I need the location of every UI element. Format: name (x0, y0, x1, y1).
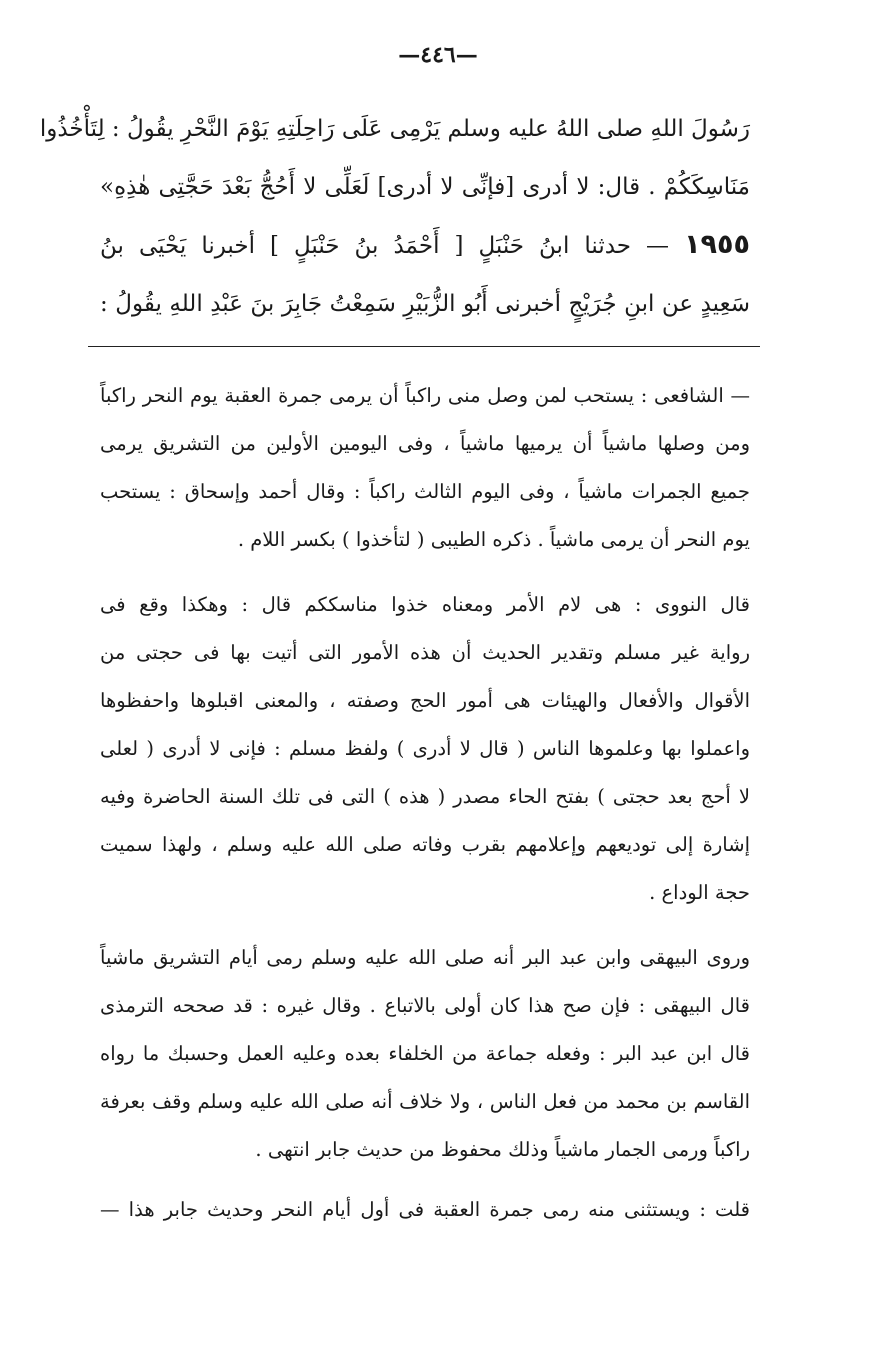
commentary-line: وروى البيهقى وابن عبد البر أنه صلى الله عليه وسلم رمى أيام التشريق ماشياً (100, 946, 750, 969)
commentary-line: يوم النحر أن يرمى ماشياً . ذكره الطيبى ( لتأخذوا ) بكسر اللام . (237, 528, 750, 551)
commentary-paragraph (100, 934, 750, 1174)
hadith-line: سَعِيدٍ عن ابنِ جُرَيْجٍ أخبرنى أَبُو الزُّبَيْرِ سَمِعْتُ جَابِرَ بنَ عَبْدِ اللهِ يقُولُ : (100, 291, 750, 317)
commentary-paragraph (100, 581, 750, 917)
commentary-line: جميع الجمرات ماشياً ، وفى اليوم الثالث راكباً : وقال أحمد وإسحاق : يستحب (100, 480, 750, 503)
hadith-line (100, 216, 750, 275)
hadith-line-text: — حدثنا ابنُ حَنْبَلٍ [ أَحْمَدُ بنُ حَنْبَلٍ ] أخبرنا يَحْيَى بنُ (100, 233, 670, 259)
commentary-line: قال النووى : هى لام الأمر ومعناه خذوا مناسككم قال : وهكذا وقع فى (100, 593, 750, 616)
commentary-line: راكباً ورمى الجمار ماشياً وذلك محفوظ من حديث جابر انتهى . (255, 1138, 750, 1161)
hadith-text (39, 100, 750, 333)
page-number: —٤٤٦— (398, 42, 478, 68)
commentary-line: واعملوا بها وعلموها الناس ( قال لا أدرى ) ولفظ مسلم : فإنى لا أدرى ( لعلى (100, 737, 750, 760)
commentary-line: رواية غير مسلم وتقدير الحديث أن هذه الأمور التى أتيت بها فى حجتى من (100, 641, 750, 664)
commentary-line: — الشافعى : يستحب لمن وصل منى راكباً أن يرمى جمرة العقبة يوم النحر راكباً (100, 384, 750, 407)
footnote-divider (88, 346, 760, 347)
commentary-line: الأقوال والأفعال والهيئات هى أمور الحج وصفته ، والمعنى اقبلوها واحفظوها (100, 689, 750, 712)
commentary-line: القاسم بن محمد من فعل الناس ، ولا خلاف أنه صلى الله عليه وسلم وقف بعرفة (100, 1090, 750, 1113)
commentary-line: قال ابن عبد البر : وفعله جماعة من الخلفاء بعده وعليه العمل وحسبك ما رواه (100, 1042, 750, 1065)
hadith-line: مَنَاسِكَكُمْ . قال: لا أدرى [فإنِّى لا أدرى] لَعَلِّى لا أَحُجُّ بَعْدَ حَجَّتِى هٰذِهِ» (100, 174, 750, 200)
commentary-paragraph (100, 1186, 750, 1234)
commentary-paragraph (100, 372, 750, 564)
commentary-line: قلت : ويستثنى منه رمى جمرة العقبة فى أول أيام النحر وحديث جابر هذا — (100, 1198, 750, 1221)
hadith-number: ١٩٥٥ (684, 229, 750, 260)
commentary-line: ومن وصلها ماشياً أن يرميها ماشياً ، وفى اليومين الأولين من التشريق يرمى (100, 432, 750, 455)
commentary-line: قال البيهقى : فإن صح هذا كان أولى بالاتباع . وقال غيره : قد صححه الترمذى (100, 994, 750, 1017)
commentary-line: إشارة إلى توديعهم وإعلامهم بقرب وفاته صلى الله عليه وسلم ، ولهذا سميت (100, 833, 750, 856)
commentary-line: حجة الوداع . (649, 881, 750, 904)
hadith-line: رَسُولَ اللهِ صلى اللهُ عليه وسلم يَرْمِى عَلَى رَاحِلَتِهِ يَوْمَ النَّحْرِ يقُولُ : لِتَأْخُذُوا (39, 116, 750, 142)
commentary-line: لا أحج بعد حجتى ) بفتح الحاء مصدر ( هذه ) التى فى تلك السنة الحاضرة وفيه (100, 785, 750, 808)
